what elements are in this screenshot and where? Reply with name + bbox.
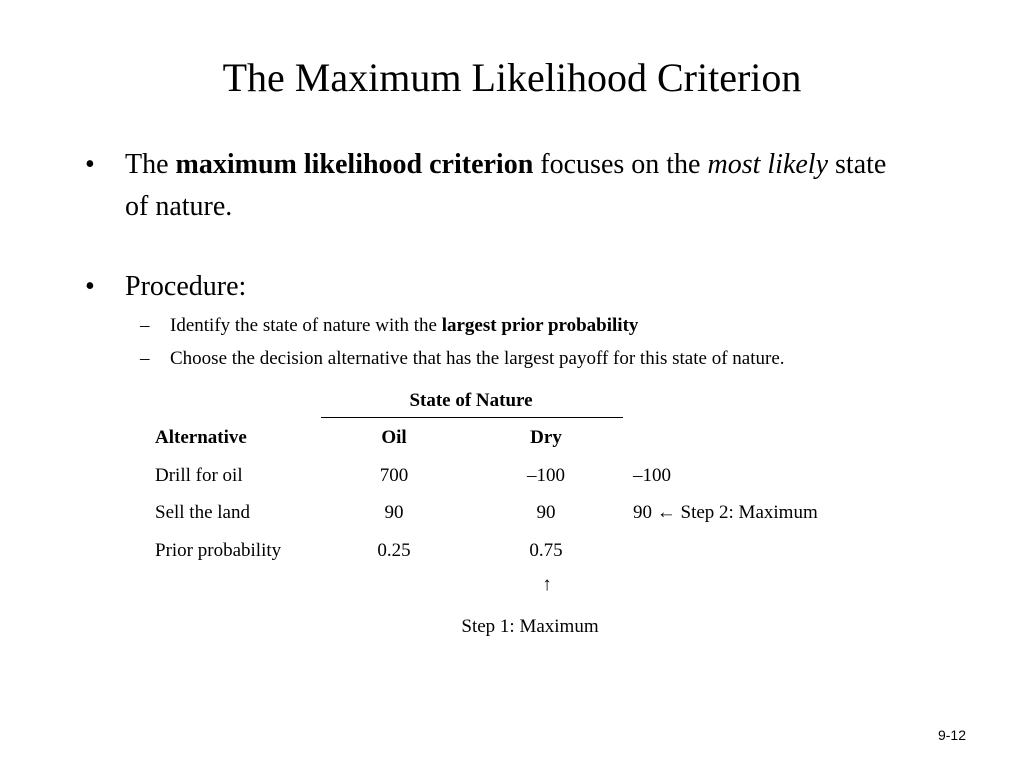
dash-symbol: – <box>140 315 150 336</box>
row-label-sell: Sell the land <box>155 502 250 523</box>
group-header-rule <box>321 417 623 418</box>
sub-bullet-choose-text: Choose the decision alternative that has the largest payoff for this state of nature. <box>170 348 785 369</box>
header-oil: Oil <box>381 427 407 448</box>
cell-drill-result: –100 <box>633 465 671 486</box>
cell-sell-result-value: 90 <box>633 502 652 523</box>
bullet-procedure-text: Procedure: <box>125 271 247 302</box>
dash-symbol: – <box>140 348 150 369</box>
bullet-text-pre: The <box>125 149 176 180</box>
left-arrow-icon: ← <box>656 502 676 523</box>
slide-title: The Maximum Likelihood Criterion <box>222 55 802 100</box>
cell-sell-dry: 90 <box>536 502 556 523</box>
page-number: 9-12 <box>937 727 966 743</box>
cell-drill-dry: –100 <box>527 465 565 486</box>
cell-prior-dry: 0.75 <box>529 540 563 561</box>
cell-prior-oil: 0.25 <box>377 540 411 561</box>
up-arrow-icon: ↑ <box>542 574 552 595</box>
cell-sell-oil: 90 <box>384 502 404 523</box>
bullet-text-bold: maximum likelihood criterion <box>175 149 534 180</box>
group-header-state-of-nature: State of Nature <box>409 390 533 411</box>
row-label-drill: Drill for oil <box>155 465 243 486</box>
cell-sell-result <box>633 500 818 526</box>
bullet-text-mid: focuses on the <box>533 149 708 180</box>
bullet-text-post: state of nature. <box>125 149 887 222</box>
header-alternative: Alternative <box>155 427 247 448</box>
bullet-symbol: • <box>85 149 95 180</box>
cell-drill-oil: 700 <box>379 465 409 486</box>
step1-label: Step 1: Maximum <box>461 616 599 637</box>
sub-text-bold: largest prior probability <box>441 315 639 336</box>
bullet-text-italic: most likely <box>707 149 829 180</box>
bullet-definition-text <box>125 144 915 228</box>
sub-text-pre: Identify the state of nature with the <box>170 315 442 336</box>
step2-label: Step 2: Maximum <box>680 502 818 523</box>
row-label-prior: Prior probability <box>155 540 282 561</box>
sub-bullet-identify-text <box>170 313 638 339</box>
header-dry: Dry <box>530 427 562 448</box>
bullet-symbol: • <box>85 271 95 302</box>
